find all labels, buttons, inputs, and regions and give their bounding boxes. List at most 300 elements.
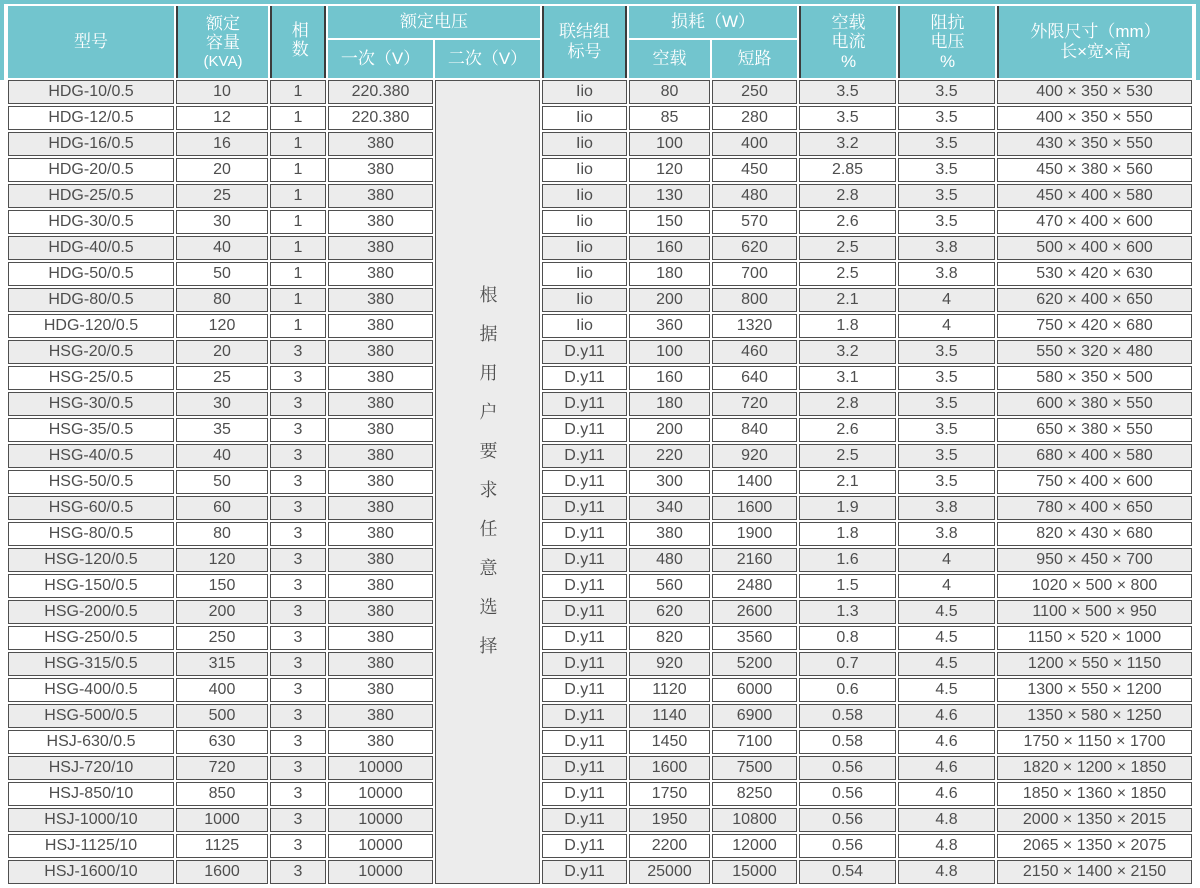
cell-model: HSJ-1600/10: [8, 860, 174, 884]
table-row: [8, 106, 1192, 130]
cell-model: HSJ-850/10: [8, 782, 174, 806]
table-row: [8, 262, 1192, 286]
col-header-short-circuit-loss: [712, 40, 797, 78]
cell-group: D.y11: [542, 548, 627, 572]
cell-dimensions: 1850 × 1360 × 1850: [997, 782, 1192, 806]
cell-dimensions: 620 × 400 × 650: [997, 288, 1192, 312]
cell-group: D.y11: [542, 834, 627, 858]
table-row: [8, 132, 1192, 156]
cell-impedance-pct: 4: [898, 574, 995, 598]
cell-capacity: 120: [176, 314, 268, 338]
cell-no-load-loss: 150: [629, 210, 710, 234]
cell-group: D.y11: [542, 678, 627, 702]
cell-group: D.y11: [542, 522, 627, 546]
cell-group: Iio: [542, 288, 627, 312]
cell-impedance-pct: 4.5: [898, 626, 995, 650]
cell-group: D.y11: [542, 782, 627, 806]
cell-dimensions: 1100 × 500 × 950: [997, 600, 1192, 624]
cell-primary-v: 380: [328, 678, 433, 702]
table-row: [8, 626, 1192, 650]
cell-phases: 3: [270, 548, 326, 572]
cell-no-load-loss: 25000: [629, 860, 710, 884]
cell-capacity: 10: [176, 80, 268, 104]
cell-model: HDG-120/0.5: [8, 314, 174, 338]
cell-phases: 3: [270, 808, 326, 832]
cell-phases: 3: [270, 444, 326, 468]
cell-phases: 3: [270, 730, 326, 754]
cell-capacity: 500: [176, 704, 268, 728]
cell-capacity: 30: [176, 210, 268, 234]
cell-impedance-pct: 4.6: [898, 704, 995, 728]
cell-short-circuit-loss: 1900: [712, 522, 797, 546]
table-row: [8, 574, 1192, 598]
cell-primary-v: 10000: [328, 834, 433, 858]
cell-model: HSJ-1000/10: [8, 808, 174, 832]
cell-impedance-pct: 3.5: [898, 366, 995, 390]
cell-short-circuit-loss: 2480: [712, 574, 797, 598]
cell-phases: 3: [270, 496, 326, 520]
cell-phases: 1: [270, 262, 326, 286]
cell-group: D.y11: [542, 808, 627, 832]
cell-short-circuit-loss: 720: [712, 392, 797, 416]
cell-capacity: 25: [176, 366, 268, 390]
cell-no-load-current-pct: 1.9: [799, 496, 896, 520]
cell-primary-v: 10000: [328, 808, 433, 832]
cell-group: Iio: [542, 236, 627, 260]
cell-no-load-loss: 100: [629, 340, 710, 364]
col-header-dimensions: [997, 6, 1192, 78]
col-header-rated-voltage-label: 额定电压: [400, 12, 468, 32]
cell-phases: 3: [270, 626, 326, 650]
cell-dimensions: 750 × 400 × 600: [997, 470, 1192, 494]
cell-dimensions: 2065 × 1350 × 2075: [997, 834, 1192, 858]
cell-model: HSG-50/0.5: [8, 470, 174, 494]
cell-short-circuit-loss: 6900: [712, 704, 797, 728]
cell-group: Iio: [542, 132, 627, 156]
cell-primary-v: 380: [328, 496, 433, 520]
cell-no-load-loss: 120: [629, 158, 710, 182]
cell-capacity: 1125: [176, 834, 268, 858]
col-header-capacity-line1: 额定: [206, 13, 240, 33]
cell-primary-v: 380: [328, 340, 433, 364]
cell-no-load-current-pct: 0.56: [799, 756, 896, 780]
cell-dimensions: 430 × 350 × 550: [997, 132, 1192, 156]
cell-no-load-current-pct: 2.5: [799, 262, 896, 286]
col-header-primary-voltage: [328, 40, 433, 78]
cell-primary-v: 380: [328, 418, 433, 442]
cell-short-circuit-loss: 620: [712, 236, 797, 260]
cell-no-load-current-pct: 0.6: [799, 678, 896, 702]
cell-no-load-loss: 380: [629, 522, 710, 546]
cell-no-load-loss: 560: [629, 574, 710, 598]
cell-impedance-pct: 4: [898, 314, 995, 338]
cell-phases: 3: [270, 522, 326, 546]
cell-impedance-pct: 4.8: [898, 808, 995, 832]
cell-impedance-pct: 3.5: [898, 392, 995, 416]
cell-no-load-current-pct: 0.56: [799, 808, 896, 832]
cell-group: D.y11: [542, 626, 627, 650]
cell-no-load-loss: 180: [629, 392, 710, 416]
table-row: [8, 756, 1192, 780]
cell-dimensions: 600 × 380 × 550: [997, 392, 1192, 416]
cell-model: HSG-40/0.5: [8, 444, 174, 468]
cell-impedance-pct: 3.5: [898, 340, 995, 364]
table-row: [8, 470, 1192, 494]
cell-no-load-current-pct: 2.5: [799, 236, 896, 260]
cell-short-circuit-loss: 6000: [712, 678, 797, 702]
cell-dimensions: 1820 × 1200 × 1850: [997, 756, 1192, 780]
cell-phases: 3: [270, 678, 326, 702]
cell-model: HSG-80/0.5: [8, 522, 174, 546]
transformer-spec-table: [6, 4, 1194, 886]
cell-primary-v: 380: [328, 470, 433, 494]
cell-no-load-current-pct: 3.2: [799, 340, 896, 364]
cell-primary-v: 10000: [328, 782, 433, 806]
cell-capacity: 720: [176, 756, 268, 780]
cell-capacity: 250: [176, 626, 268, 650]
cell-no-load-loss: 200: [629, 418, 710, 442]
table-row: [8, 860, 1192, 884]
cell-capacity: 20: [176, 158, 268, 182]
secondary-voltage-note-text: 根据用户要求任意选择: [477, 284, 498, 675]
cell-capacity: 400: [176, 678, 268, 702]
cell-phases: 3: [270, 834, 326, 858]
cell-no-load-loss: 130: [629, 184, 710, 208]
cell-short-circuit-loss: 3560: [712, 626, 797, 650]
cell-no-load-current-pct: 3.5: [799, 106, 896, 130]
cell-group: D.y11: [542, 704, 627, 728]
col-header-rated-voltage-group: [328, 6, 540, 38]
col-header-impedance-voltage: [898, 6, 995, 78]
cell-primary-v: 220.380: [328, 106, 433, 130]
cell-no-load-current-pct: 2.1: [799, 470, 896, 494]
cell-capacity: 35: [176, 418, 268, 442]
cell-dimensions: 2000 × 1350 × 2015: [997, 808, 1192, 832]
cell-impedance-pct: 4.5: [898, 652, 995, 676]
cell-impedance-pct: 3.5: [898, 80, 995, 104]
cell-model: HDG-25/0.5: [8, 184, 174, 208]
cell-primary-v: 380: [328, 132, 433, 156]
cell-model: HSJ-630/0.5: [8, 730, 174, 754]
cell-model: HSJ-1125/10: [8, 834, 174, 858]
table-row: [8, 444, 1192, 468]
table-frame-right: [1196, 0, 1200, 80]
col-header-phases-label: 相数: [288, 20, 308, 59]
cell-no-load-current-pct: 2.5: [799, 444, 896, 468]
col-header-model-label: 型号: [74, 32, 108, 52]
cell-capacity: 20: [176, 340, 268, 364]
cell-model: HSG-200/0.5: [8, 600, 174, 624]
cell-phases: 3: [270, 782, 326, 806]
cell-dimensions: 1300 × 550 × 1200: [997, 678, 1192, 702]
cell-short-circuit-loss: 700: [712, 262, 797, 286]
cell-no-load-current-pct: 3.2: [799, 132, 896, 156]
cell-impedance-pct: 3.5: [898, 158, 995, 182]
cell-capacity: 50: [176, 262, 268, 286]
cell-primary-v: 380: [328, 444, 433, 468]
cell-impedance-pct: 4.5: [898, 678, 995, 702]
cell-group: Iio: [542, 184, 627, 208]
cell-primary-v: 220.380: [328, 80, 433, 104]
cell-no-load-current-pct: 0.58: [799, 730, 896, 754]
cell-group: D.y11: [542, 600, 627, 624]
col-header-loss-label: 损耗（W）: [670, 12, 756, 32]
col-header-loss-group: [629, 6, 797, 38]
cell-model: HSG-400/0.5: [8, 678, 174, 702]
table-row: [8, 210, 1192, 234]
cell-dimensions: 950 × 450 × 700: [997, 548, 1192, 572]
cell-dimensions: 650 × 380 × 550: [997, 418, 1192, 442]
cell-impedance-pct: 3.8: [898, 262, 995, 286]
cell-model: HDG-40/0.5: [8, 236, 174, 260]
cell-model: HSG-315/0.5: [8, 652, 174, 676]
cell-short-circuit-loss: 460: [712, 340, 797, 364]
col-header-primary-voltage-label: 一次（V）: [340, 49, 421, 69]
cell-no-load-loss: 1750: [629, 782, 710, 806]
cell-no-load-loss: 340: [629, 496, 710, 520]
cell-no-load-loss: 85: [629, 106, 710, 130]
table-row: [8, 236, 1192, 260]
cell-group: D.y11: [542, 340, 627, 364]
cell-short-circuit-loss: 920: [712, 444, 797, 468]
cell-short-circuit-loss: 15000: [712, 860, 797, 884]
table-row: [8, 704, 1192, 728]
table-frame-top: [0, 0, 1200, 4]
cell-capacity: 315: [176, 652, 268, 676]
cell-phases: 3: [270, 860, 326, 884]
table-row: [8, 340, 1192, 364]
cell-primary-v: 380: [328, 236, 433, 260]
cell-phases: 3: [270, 470, 326, 494]
cell-group: Iio: [542, 210, 627, 234]
cell-group: D.y11: [542, 392, 627, 416]
secondary-voltage-note-cell: [435, 80, 540, 884]
cell-model: HDG-50/0.5: [8, 262, 174, 286]
col-header-secondary-voltage: [435, 40, 540, 78]
cell-phases: 1: [270, 106, 326, 130]
cell-no-load-current-pct: 0.56: [799, 782, 896, 806]
cell-phases: 1: [270, 236, 326, 260]
cell-impedance-pct: 3.5: [898, 210, 995, 234]
cell-dimensions: 1350 × 580 × 1250: [997, 704, 1192, 728]
cell-group: Iio: [542, 314, 627, 338]
table-row: [8, 730, 1192, 754]
col-header-no-load-current-line1: 空载: [831, 12, 866, 32]
cell-no-load-loss: 300: [629, 470, 710, 494]
cell-capacity: 60: [176, 496, 268, 520]
cell-phases: 1: [270, 158, 326, 182]
cell-short-circuit-loss: 7500: [712, 756, 797, 780]
col-header-no-load-current: [799, 6, 896, 78]
col-header-connection-line1: 联结组: [559, 22, 610, 42]
cell-group: D.y11: [542, 860, 627, 884]
cell-no-load-current-pct: 1.5: [799, 574, 896, 598]
table-row: [8, 80, 1192, 104]
cell-impedance-pct: 3.5: [898, 470, 995, 494]
table-row: [8, 600, 1192, 624]
cell-capacity: 50: [176, 470, 268, 494]
cell-impedance-pct: 3.8: [898, 522, 995, 546]
col-header-connection-line2: 标号: [567, 42, 602, 61]
table-row: [8, 366, 1192, 390]
cell-short-circuit-loss: 800: [712, 288, 797, 312]
cell-phases: 3: [270, 392, 326, 416]
cell-short-circuit-loss: 450: [712, 158, 797, 182]
cell-group: D.y11: [542, 418, 627, 442]
table-body: [8, 80, 1192, 884]
cell-group: Iio: [542, 106, 627, 130]
cell-capacity: 200: [176, 600, 268, 624]
cell-primary-v: 10000: [328, 756, 433, 780]
cell-model: HDG-80/0.5: [8, 288, 174, 312]
cell-no-load-loss: 100: [629, 132, 710, 156]
cell-dimensions: 1200 × 550 × 1150: [997, 652, 1192, 676]
col-header-impedance-line1: 阻抗: [930, 12, 965, 32]
cell-no-load-current-pct: 1.6: [799, 548, 896, 572]
cell-model: HDG-16/0.5: [8, 132, 174, 156]
cell-short-circuit-loss: 250: [712, 80, 797, 104]
col-header-capacity-line2: 容量: [206, 33, 240, 53]
cell-short-circuit-loss: 2160: [712, 548, 797, 572]
cell-dimensions: 1750 × 1150 × 1700: [997, 730, 1192, 754]
cell-primary-v: 380: [328, 210, 433, 234]
cell-capacity: 30: [176, 392, 268, 416]
cell-no-load-current-pct: 2.6: [799, 418, 896, 442]
cell-phases: 3: [270, 574, 326, 598]
cell-primary-v: 380: [328, 626, 433, 650]
cell-model: HSG-500/0.5: [8, 704, 174, 728]
cell-primary-v: 380: [328, 392, 433, 416]
cell-capacity: 850: [176, 782, 268, 806]
cell-model: HSG-20/0.5: [8, 340, 174, 364]
cell-phases: 3: [270, 756, 326, 780]
cell-primary-v: 380: [328, 522, 433, 546]
cell-capacity: 120: [176, 548, 268, 572]
cell-capacity: 80: [176, 288, 268, 312]
col-header-capacity-unit: (KVA): [203, 52, 243, 70]
col-header-no-load-loss: [629, 40, 710, 78]
cell-short-circuit-loss: 570: [712, 210, 797, 234]
table-row: [8, 392, 1192, 416]
col-header-model: [8, 6, 174, 78]
cell-model: HSG-35/0.5: [8, 418, 174, 442]
cell-group: D.y11: [542, 366, 627, 390]
cell-primary-v: 380: [328, 600, 433, 624]
cell-no-load-current-pct: 1.3: [799, 600, 896, 624]
cell-phases: 3: [270, 366, 326, 390]
cell-no-load-loss: 1950: [629, 808, 710, 832]
cell-model: HSG-25/0.5: [8, 366, 174, 390]
cell-dimensions: 470 × 400 × 600: [997, 210, 1192, 234]
cell-short-circuit-loss: 640: [712, 366, 797, 390]
cell-no-load-current-pct: 2.85: [799, 158, 896, 182]
cell-primary-v: 380: [328, 548, 433, 572]
cell-group: D.y11: [542, 496, 627, 520]
cell-primary-v: 380: [328, 730, 433, 754]
cell-dimensions: 530 × 420 × 630: [997, 262, 1192, 286]
table-row: [8, 522, 1192, 546]
cell-short-circuit-loss: 10800: [712, 808, 797, 832]
cell-model: HSG-60/0.5: [8, 496, 174, 520]
cell-group: Iio: [542, 158, 627, 182]
table-frame-left: [0, 0, 4, 80]
cell-impedance-pct: 4.8: [898, 834, 995, 858]
cell-impedance-pct: 3.5: [898, 418, 995, 442]
cell-phases: 1: [270, 80, 326, 104]
cell-no-load-loss: 160: [629, 366, 710, 390]
cell-short-circuit-loss: 1320: [712, 314, 797, 338]
col-header-capacity: [176, 6, 268, 78]
cell-phases: 3: [270, 340, 326, 364]
cell-dimensions: 1020 × 500 × 800: [997, 574, 1192, 598]
cell-no-load-loss: 360: [629, 314, 710, 338]
col-header-impedance-unit: %: [939, 51, 956, 71]
cell-phases: 1: [270, 132, 326, 156]
cell-no-load-loss: 480: [629, 548, 710, 572]
cell-primary-v: 380: [328, 288, 433, 312]
cell-no-load-loss: 1450: [629, 730, 710, 754]
cell-short-circuit-loss: 280: [712, 106, 797, 130]
cell-group: Iio: [542, 262, 627, 286]
cell-dimensions: 820 × 430 × 680: [997, 522, 1192, 546]
cell-no-load-loss: 1120: [629, 678, 710, 702]
cell-short-circuit-loss: 1400: [712, 470, 797, 494]
cell-phases: 1: [270, 314, 326, 338]
table-row: [8, 834, 1192, 858]
col-header-no-load-loss-label: 空载: [652, 49, 687, 69]
cell-dimensions: 750 × 420 × 680: [997, 314, 1192, 338]
cell-phases: 3: [270, 418, 326, 442]
cell-capacity: 1000: [176, 808, 268, 832]
cell-impedance-pct: 3.5: [898, 184, 995, 208]
cell-dimensions: 580 × 350 × 500: [997, 366, 1192, 390]
cell-impedance-pct: 4.8: [898, 860, 995, 884]
cell-dimensions: 450 × 380 × 560: [997, 158, 1192, 182]
cell-no-load-current-pct: 1.8: [799, 314, 896, 338]
cell-group: D.y11: [542, 730, 627, 754]
cell-no-load-current-pct: 2.8: [799, 392, 896, 416]
cell-model: HDG-30/0.5: [8, 210, 174, 234]
cell-short-circuit-loss: 5200: [712, 652, 797, 676]
cell-short-circuit-loss: 7100: [712, 730, 797, 754]
cell-short-circuit-loss: 2600: [712, 600, 797, 624]
cell-no-load-current-pct: 0.56: [799, 834, 896, 858]
cell-no-load-current-pct: 0.8: [799, 626, 896, 650]
cell-short-circuit-loss: 840: [712, 418, 797, 442]
table-row: [8, 652, 1192, 676]
table-row: [8, 548, 1192, 572]
cell-model: HSG-150/0.5: [8, 574, 174, 598]
cell-capacity: 630: [176, 730, 268, 754]
cell-impedance-pct: 4.6: [898, 730, 995, 754]
cell-group: D.y11: [542, 470, 627, 494]
table-row: [8, 678, 1192, 702]
cell-no-load-current-pct: 3.1: [799, 366, 896, 390]
cell-capacity: 80: [176, 522, 268, 546]
cell-no-load-current-pct: 0.7: [799, 652, 896, 676]
cell-primary-v: 380: [328, 184, 433, 208]
cell-phases: 1: [270, 288, 326, 312]
cell-capacity: 150: [176, 574, 268, 598]
cell-no-load-loss: 160: [629, 236, 710, 260]
cell-capacity: 12: [176, 106, 268, 130]
cell-impedance-pct: 3.8: [898, 496, 995, 520]
col-header-dimensions-line1: 外限尺寸（mm）: [1030, 22, 1161, 42]
cell-dimensions: 1150 × 520 × 1000: [997, 626, 1192, 650]
cell-no-load-loss: 80: [629, 80, 710, 104]
cell-dimensions: 450 × 400 × 580: [997, 184, 1192, 208]
cell-capacity: 40: [176, 236, 268, 260]
